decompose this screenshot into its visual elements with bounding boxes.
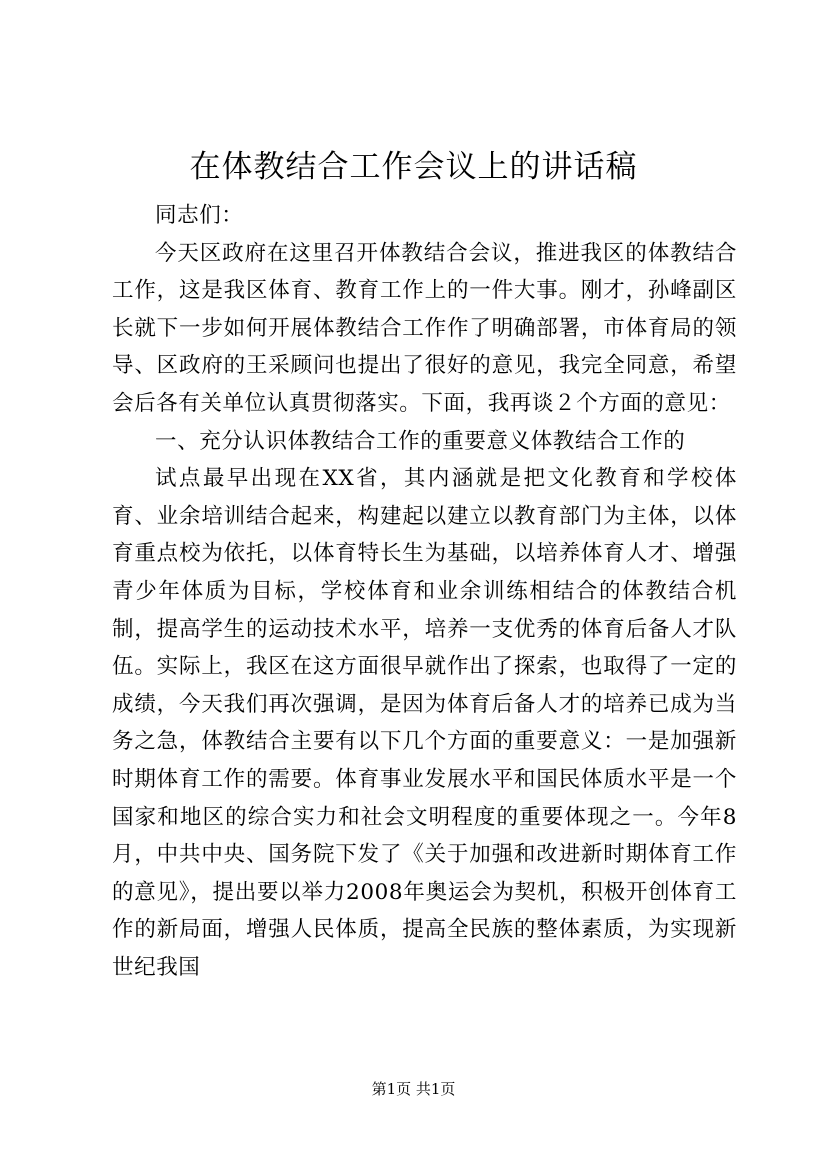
- document-body: [112, 197, 737, 986]
- section-heading: 一、充分认识体教结合工作的重要意义体教结合工作的: [155, 428, 686, 454]
- body-paragraph: 试点最早出现在XX省，其内涵就是把文化教育和学校体育、业余培训结合起来，构建起以建立以教育部门为主体，以体育重点校为依托，以体育特长生为基础，以培养体育人才、增强青少年体质为目标，学校体育和业余训练相结合的体教结合机制，提高学生的运动技术水平，培养一支优秀的体育后备人才队伍。实际上，我区在这方面很早就作出了探索，也取得了一定的成绩，今天我们再次强调，是因为体育后备人才的培养已成为当务之急，体教结合主要有以下几个方面的重要意义：一是加强新时期体育工作的需要。体育事业发展水平和国民体质水平是一个国家和地区的综合实力和社会文明程度的重要体现之一。今年8月，中共中央、国务院下发了《关于加强和改进新时期体育工作的意见》，提出要以举力2008年奥运会为契机，积极开创体育工作的新局面，增强人民体质，提高全民族的整体素质，为实现新世纪我国: [112, 466, 737, 980]
- salutation-paragraph: 同志们：: [155, 203, 244, 228]
- document-title: 在体教结合工作会议上的讲话稿: [189, 149, 638, 185]
- page-number-footer: 第1页 共1页: [371, 1080, 456, 1098]
- body-paragraph: 今天区政府在这里召开体教结合会议，推进我区的体教结合工作，这是我区体育、教育工作上的一件大事。刚才，孙峰副区长就下一步如何开展体教结合工作作了明确部署，市体育局的领导、区政府的王采顾问也提出了很好的意见，我完全同意，希望会后各有关单位认真贯彻落实。下面，我再谈２个方面的意见：: [112, 240, 737, 416]
